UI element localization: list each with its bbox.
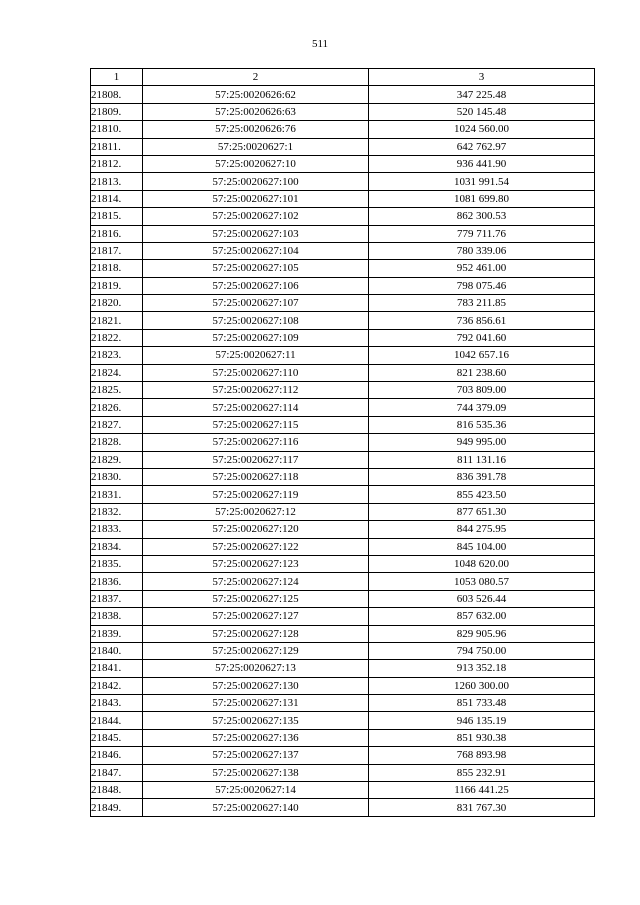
cadastral-number-cell: 57:25:0020627:129 <box>143 642 369 659</box>
value-cell: 952 461.00 <box>369 260 595 277</box>
table-row <box>91 573 595 590</box>
table-row <box>91 329 595 346</box>
table-row <box>91 155 595 172</box>
value-cell: 1053 080.57 <box>369 573 595 590</box>
value-cell: 855 423.50 <box>369 486 595 503</box>
cadastral-number-cell: 57:25:0020627:116 <box>143 434 369 451</box>
row-number-cell: 21834. <box>91 538 143 555</box>
value-cell: 1260 300.00 <box>369 677 595 694</box>
value-cell: 831 767.30 <box>369 799 595 816</box>
cadastral-number-cell: 57:25:0020627:135 <box>143 712 369 729</box>
row-number-cell: 21844. <box>91 712 143 729</box>
cadastral-number-cell: 57:25:0020627:108 <box>143 312 369 329</box>
table-row <box>91 364 595 381</box>
cadastral-number-cell: 57:25:0020627:104 <box>143 242 369 259</box>
value-cell: 1081 699.80 <box>369 190 595 207</box>
table-row <box>91 642 595 659</box>
cadastral-number-cell: 57:25:0020627:105 <box>143 260 369 277</box>
cadastral-number-cell: 57:25:0020627:103 <box>143 225 369 242</box>
row-number-cell: 21841. <box>91 660 143 677</box>
value-cell: 836 391.78 <box>369 468 595 485</box>
row-number-cell: 21810. <box>91 121 143 138</box>
cadastral-number-cell: 57:25:0020627:120 <box>143 521 369 538</box>
row-number-cell: 21836. <box>91 573 143 590</box>
value-cell: 736 856.61 <box>369 312 595 329</box>
row-number-cell: 21840. <box>91 642 143 659</box>
value-cell: 811 131.16 <box>369 451 595 468</box>
table-row <box>91 625 595 642</box>
table-header-row <box>91 69 595 86</box>
row-number-cell: 21825. <box>91 382 143 399</box>
table-row <box>91 521 595 538</box>
value-cell: 949 995.00 <box>369 434 595 451</box>
value-cell: 855 232.91 <box>369 764 595 781</box>
row-number-cell: 21813. <box>91 173 143 190</box>
row-number-cell: 21818. <box>91 260 143 277</box>
row-number-cell: 21846. <box>91 747 143 764</box>
table-body <box>91 86 595 816</box>
cadastral-number-cell: 57:25:0020627:12 <box>143 503 369 520</box>
cadastral-number-cell: 57:25:0020627:136 <box>143 729 369 746</box>
value-cell: 821 238.60 <box>369 364 595 381</box>
table-row <box>91 538 595 555</box>
row-number-cell: 21837. <box>91 590 143 607</box>
cadastral-number-cell: 57:25:0020627:117 <box>143 451 369 468</box>
value-cell: 946 135.19 <box>369 712 595 729</box>
table-row <box>91 712 595 729</box>
table-row <box>91 103 595 120</box>
cadastral-number-cell: 57:25:0020627:112 <box>143 382 369 399</box>
table-row <box>91 451 595 468</box>
cadastral-number-cell: 57:25:0020627:107 <box>143 295 369 312</box>
cadastral-number-cell: 57:25:0020627:110 <box>143 364 369 381</box>
value-cell: 857 632.00 <box>369 608 595 625</box>
row-number-cell: 21843. <box>91 695 143 712</box>
value-cell: 936 441.90 <box>369 155 595 172</box>
value-cell: 1048 620.00 <box>369 555 595 572</box>
row-number-cell: 21838. <box>91 608 143 625</box>
table-row <box>91 677 595 694</box>
value-cell: 520 145.48 <box>369 103 595 120</box>
value-cell: 851 733.48 <box>369 695 595 712</box>
cadastral-number-cell: 57:25:0020627:138 <box>143 764 369 781</box>
value-cell: 703 809.00 <box>369 382 595 399</box>
table-row <box>91 608 595 625</box>
cadastral-number-cell: 57:25:0020627:124 <box>143 573 369 590</box>
row-number-cell: 21820. <box>91 295 143 312</box>
table-row <box>91 590 595 607</box>
cadastral-number-cell: 57:25:0020627:127 <box>143 608 369 625</box>
value-cell: 1166 441.25 <box>369 782 595 799</box>
value-cell: 829 905.96 <box>369 625 595 642</box>
table-row <box>91 295 595 312</box>
table-row <box>91 503 595 520</box>
value-cell: 798 075.46 <box>369 277 595 294</box>
table-row <box>91 242 595 259</box>
table-row <box>91 86 595 103</box>
value-cell: 794 750.00 <box>369 642 595 659</box>
data-table <box>90 68 595 817</box>
row-number-cell: 21822. <box>91 329 143 346</box>
table-row <box>91 695 595 712</box>
table-row <box>91 121 595 138</box>
value-cell: 792 041.60 <box>369 329 595 346</box>
value-cell: 1042 657.16 <box>369 347 595 364</box>
cadastral-number-cell: 57:25:0020627:115 <box>143 416 369 433</box>
value-cell: 1024 560.00 <box>369 121 595 138</box>
value-cell: 913 352.18 <box>369 660 595 677</box>
row-number-cell: 21842. <box>91 677 143 694</box>
value-cell: 780 339.06 <box>369 242 595 259</box>
row-number-cell: 21847. <box>91 764 143 781</box>
row-number-cell: 21808. <box>91 86 143 103</box>
table-row <box>91 347 595 364</box>
table-row <box>91 173 595 190</box>
cadastral-number-cell: 57:25:0020626:76 <box>143 121 369 138</box>
value-cell: 768 893.98 <box>369 747 595 764</box>
cadastral-number-cell: 57:25:0020627:118 <box>143 468 369 485</box>
row-number-cell: 21826. <box>91 399 143 416</box>
value-cell: 1031 991.54 <box>369 173 595 190</box>
cadastral-number-cell: 57:25:0020627:131 <box>143 695 369 712</box>
cadastral-number-cell: 57:25:0020627:100 <box>143 173 369 190</box>
value-cell: 877 651.30 <box>369 503 595 520</box>
row-number-cell: 21817. <box>91 242 143 259</box>
value-cell: 744 379.09 <box>369 399 595 416</box>
cadastral-number-cell: 57:25:0020627:119 <box>143 486 369 503</box>
row-number-cell: 21839. <box>91 625 143 642</box>
table-row <box>91 729 595 746</box>
row-number-cell: 21829. <box>91 451 143 468</box>
table-row <box>91 764 595 781</box>
table-row <box>91 225 595 242</box>
value-cell: 779 711.76 <box>369 225 595 242</box>
table-row <box>91 190 595 207</box>
row-number-cell: 21827. <box>91 416 143 433</box>
cadastral-number-cell: 57:25:0020627:1 <box>143 138 369 155</box>
table-row <box>91 312 595 329</box>
row-number-cell: 21821. <box>91 312 143 329</box>
page-number: 511 <box>311 38 329 50</box>
cadastral-number-cell: 57:25:0020627:14 <box>143 782 369 799</box>
row-number-cell: 21845. <box>91 729 143 746</box>
table-row <box>91 747 595 764</box>
cadastral-number-cell: 57:25:0020627:114 <box>143 399 369 416</box>
table-row <box>91 416 595 433</box>
table-row <box>91 382 595 399</box>
value-cell: 642 762.97 <box>369 138 595 155</box>
table-row <box>91 468 595 485</box>
row-number-cell: 21809. <box>91 103 143 120</box>
cadastral-number-cell: 57:25:0020627:125 <box>143 590 369 607</box>
table-row <box>91 260 595 277</box>
row-number-cell: 21833. <box>91 521 143 538</box>
row-number-cell: 21811. <box>91 138 143 155</box>
table-row <box>91 555 595 572</box>
cadastral-number-cell: 57:25:0020627:13 <box>143 660 369 677</box>
cadastral-number-cell: 57:25:0020627:128 <box>143 625 369 642</box>
row-number-cell: 21828. <box>91 434 143 451</box>
cadastral-number-cell: 57:25:0020626:62 <box>143 86 369 103</box>
cadastral-number-cell: 57:25:0020627:101 <box>143 190 369 207</box>
row-number-cell: 21814. <box>91 190 143 207</box>
table-row <box>91 660 595 677</box>
cadastral-number-cell: 57:25:0020627:122 <box>143 538 369 555</box>
cadastral-number-cell: 57:25:0020627:109 <box>143 329 369 346</box>
cadastral-number-cell: 57:25:0020627:123 <box>143 555 369 572</box>
value-cell: 862 300.53 <box>369 208 595 225</box>
table-row <box>91 486 595 503</box>
value-cell: 844 275.95 <box>369 521 595 538</box>
table-row <box>91 399 595 416</box>
row-number-cell: 21819. <box>91 277 143 294</box>
cadastral-number-cell: 57:25:0020627:102 <box>143 208 369 225</box>
table-row <box>91 277 595 294</box>
row-number-cell: 21835. <box>91 555 143 572</box>
cadastral-number-cell: 57:25:0020627:11 <box>143 347 369 364</box>
row-number-cell: 21824. <box>91 364 143 381</box>
row-number-cell: 21816. <box>91 225 143 242</box>
value-cell: 851 930.38 <box>369 729 595 746</box>
row-number-cell: 21832. <box>91 503 143 520</box>
value-cell: 347 225.48 <box>369 86 595 103</box>
table-row <box>91 208 595 225</box>
value-cell: 603 526.44 <box>369 590 595 607</box>
row-number-cell: 21849. <box>91 799 143 816</box>
cadastral-number-cell: 57:25:0020627:106 <box>143 277 369 294</box>
column-header-1: 1 <box>91 69 143 86</box>
row-number-cell: 21848. <box>91 782 143 799</box>
value-cell: 845 104.00 <box>369 538 595 555</box>
cadastral-number-cell: 57:25:0020627:140 <box>143 799 369 816</box>
row-number-cell: 21812. <box>91 155 143 172</box>
row-number-cell: 21830. <box>91 468 143 485</box>
cadastral-number-cell: 57:25:0020627:130 <box>143 677 369 694</box>
row-number-cell: 21831. <box>91 486 143 503</box>
table-row <box>91 782 595 799</box>
table-row <box>91 434 595 451</box>
table-row <box>91 799 595 816</box>
column-header-3: 3 <box>369 69 595 86</box>
cadastral-number-cell: 57:25:0020627:10 <box>143 155 369 172</box>
cadastral-number-cell: 57:25:0020626:63 <box>143 103 369 120</box>
value-cell: 816 535.36 <box>369 416 595 433</box>
value-cell: 783 211.85 <box>369 295 595 312</box>
row-number-cell: 21823. <box>91 347 143 364</box>
table-row <box>91 138 595 155</box>
row-number-cell: 21815. <box>91 208 143 225</box>
cadastral-number-cell: 57:25:0020627:137 <box>143 747 369 764</box>
column-header-2: 2 <box>143 69 369 86</box>
